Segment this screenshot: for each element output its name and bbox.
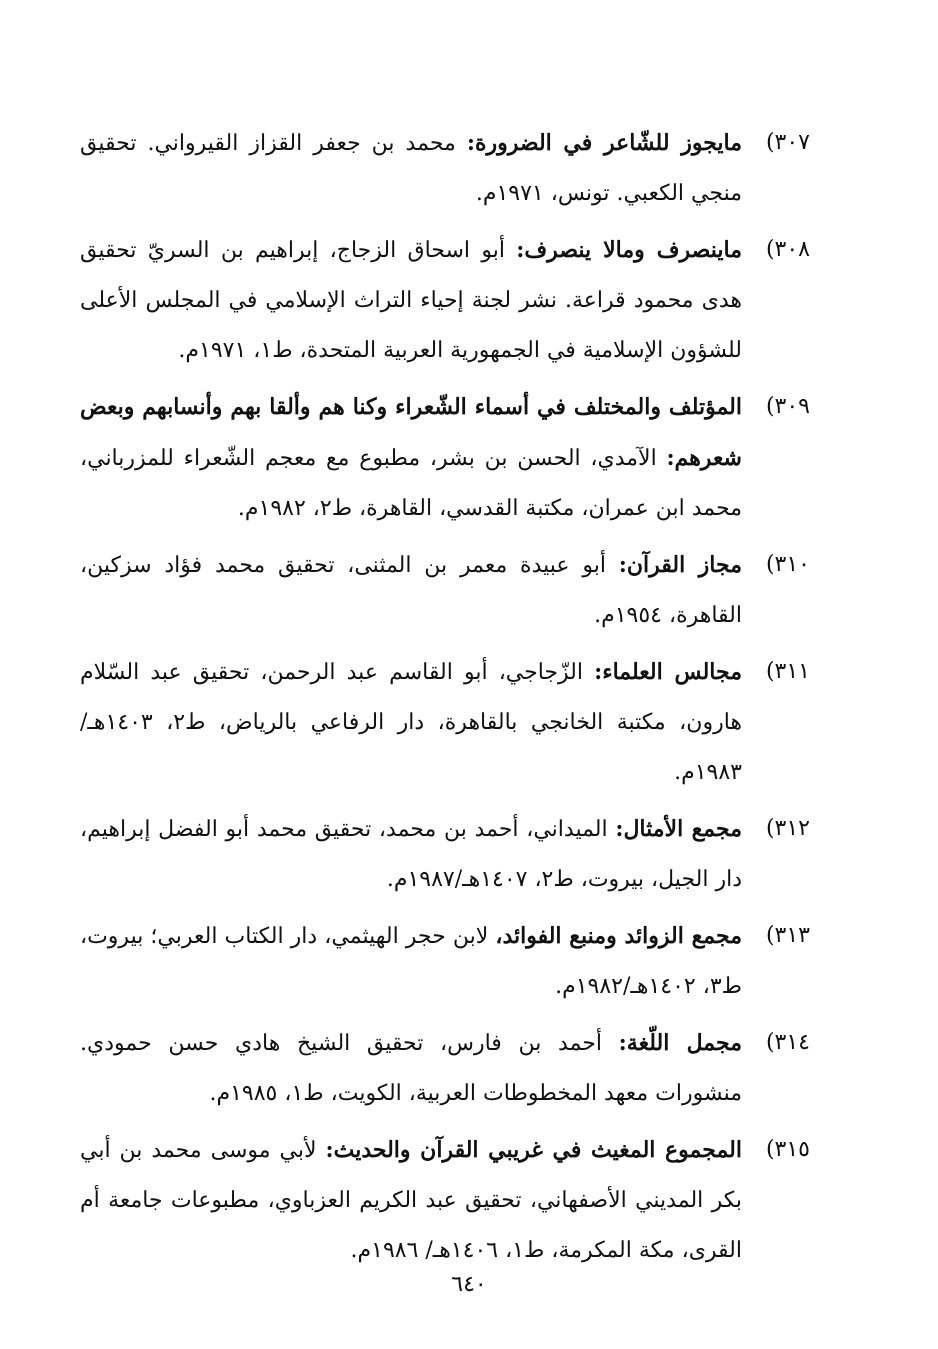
bibliography-list [80,118,810,1282]
entry-details: أحمد بن فارس، تحقيق الشيخ هادي حسن حمودي. منشورات معهد المخطوطات العربية، الكويت، ط١، ١٩٨٥م. [80,1031,742,1106]
entry-details: محمد بن جعفر القزاز القيرواني. تحقيق منجي الكعبي. تونس، ١٩٧١م. [80,131,742,206]
entry-title: المؤتلف والمختلف في أسماء الشّعراء وكنا هم وألقا بهم وأنسابهم وبعض شعرهم: [80,394,742,471]
bibliography-entry-312 [80,804,810,905]
entry-details: لأبي موسى محمد بن أبي بكر المديني الأصفهاني، تحقيق عبد الكريم العزباوي، مطبوعات جامعة أم القرى، مكة المكرمة، ط١، ١٤٠٦هـ/ ١٩٨٦م. [80,1138,742,1263]
entry-title: مجمل اللّغة: [618,1030,742,1056]
entry-number: ٣٠٩) [765,394,810,419]
entry-number: ٣١٣) [765,923,810,948]
bibliography-entry-309 [80,382,810,534]
entry-details: أبو اسحاق الزجاج، إبراهيم بن السريّ تحقيق هدى محمود قراعة. نشر لجنة إحياء التراث الإسلامي في المجلس الأعلى للشؤون الإسلامية في الجمهورية العربية المتحدة، ط١، ١٩٧١م. [80,238,742,363]
entry-number: ٣١٠) [765,552,810,577]
bibliography-entry-307 [80,118,810,219]
bibliography-entry-308 [80,225,810,376]
bibliography-entry-314 [80,1018,810,1119]
entry-number: ٣٠٧) [765,130,810,155]
entry-title: مجاز القرآن: [618,552,742,578]
entry-title: المجموع المغيث في غريبي القرآن والحديث: [325,1137,742,1163]
bibliography-entry-310 [80,540,810,641]
entry-number: ٣١٤) [765,1030,810,1055]
bibliography-entry-313 [80,911,810,1012]
entry-title: مجالس العلماء: [594,659,742,685]
entry-number: ٣١٥) [765,1137,810,1162]
page-number: ٦٤٠ [451,1272,487,1297]
entry-title: ماينصرف ومالا ينصرف: [516,237,743,263]
entry-details: أبو عبيدة معمر بن المثنى، تحقيق محمد فؤاد سزكين، القاهرة، ١٩٥٤م. [80,553,742,628]
entry-title: مجمع الزوائد ومنبع الفوائد، [495,923,742,949]
bibliography-entry-311 [80,647,810,798]
entry-number: ٣١١) [765,659,810,684]
entry-title: مجمع الأمثال: [615,816,742,842]
bibliography-entry-315 [80,1125,810,1276]
entry-details: لابن حجر الهيثمي، دار الكتاب العربي؛ بيروت، ط٣، ١٤٠٢هـ/١٩٨٢م. [80,924,742,999]
entry-number: ٣١٢) [765,816,810,841]
entry-number: ٣٠٨) [765,237,810,262]
entry-details: الميداني، أحمد بن محمد، تحقيق محمد أبو الفضل إبراهيم، دار الجيل، بيروت، ط٢، ١٤٠٧هـ/١٩٨٧م. [80,817,742,892]
entry-details: الزّجاجي، أبو القاسم عبد الرحمن، تحقيق عبد السّلام هارون، مكتبة الخانجي بالقاهرة، دار الرفاعي بالرياض، ط٢، ١٤٠٣هـ/١٩٨٣م. [80,660,742,785]
entry-details: الآمدي، الحسن بن بشر، مطبوع مع معجم الشّعراء للمزرباني، محمد ابن عمران، مكتبة القدسي، القاهرة، ط٢، ١٩٨٢م. [80,446,742,521]
entry-title: مايجوز للشّاعر في الضرورة: [466,130,743,156]
